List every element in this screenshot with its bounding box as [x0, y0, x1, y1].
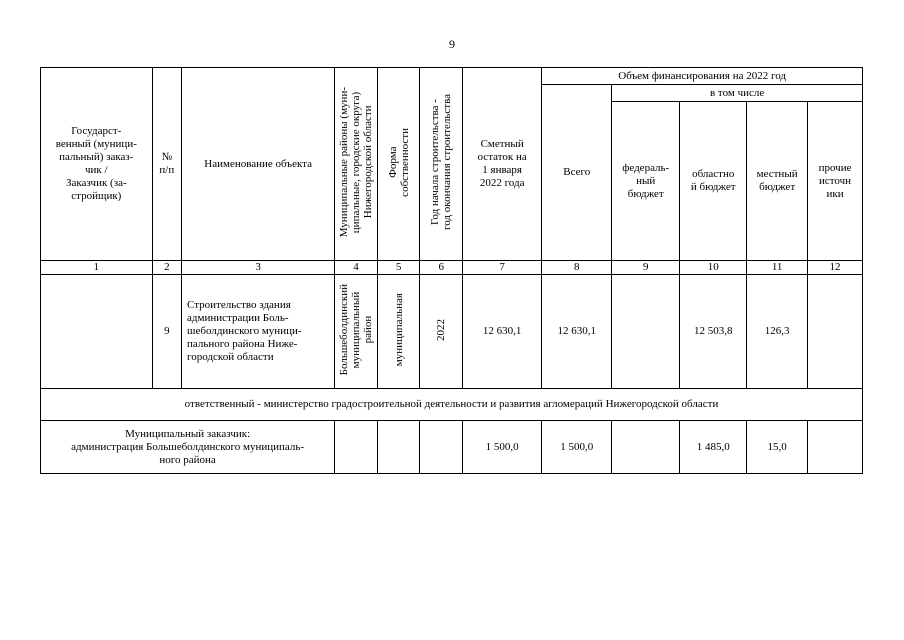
row2-regional: 1 485,0: [680, 421, 747, 474]
row1-district: Большеболдинский муниципальный район: [335, 275, 378, 389]
financing-table: [40, 67, 863, 474]
header-financing-title: Объем финансирования на 2022 год: [542, 68, 863, 85]
header-federal: федераль- ный бюджет: [612, 102, 680, 261]
responsible-text: ответственный - министерство градостроительной деятельности и развития агломераций Нижегородской области: [41, 389, 863, 421]
responsible-row: [41, 389, 863, 421]
header-other: прочие источн ики: [808, 102, 863, 261]
header-total: Всего: [542, 85, 612, 261]
column-number: 2: [152, 261, 181, 275]
column-number: 10: [680, 261, 747, 275]
column-numbers-row: [41, 261, 863, 275]
header-regional: областно й бюджет: [680, 102, 747, 261]
row2-federal: [612, 421, 680, 474]
page-number: 9: [449, 37, 455, 51]
row1-federal: [612, 275, 680, 389]
table-row: [41, 275, 863, 389]
header-balance: Сметный остаток на 1 января 2022 года: [463, 68, 542, 261]
header-including: в том числе: [612, 85, 863, 102]
row2-total: 1 500,0: [542, 421, 612, 474]
column-number: 8: [542, 261, 612, 275]
row2-local: 15,0: [747, 421, 808, 474]
column-number: 4: [335, 261, 378, 275]
row1-object-name: Строительство здания администрации Боль- шеболдинского муници- пального района Ниже- городской области: [182, 275, 335, 389]
header-number: № п/п: [152, 68, 181, 261]
column-number: 3: [182, 261, 335, 275]
column-number: 5: [377, 261, 420, 275]
row1-total: 12 630,1: [542, 275, 612, 389]
column-number: 7: [463, 261, 542, 275]
row1-local: 126,3: [747, 275, 808, 389]
column-number: 1: [41, 261, 153, 275]
row1-other: [808, 275, 863, 389]
row2-customer: Муниципальный заказчик: администрация Большеболдинского муниципаль- ного района: [41, 421, 335, 474]
row2-year: [420, 421, 463, 474]
row2-other: [808, 421, 863, 474]
row1-customer: [41, 275, 153, 389]
header-district: Муниципальные районы (муни- ципальные, городские округа) Нижегородской области: [335, 68, 378, 261]
row1-ownership: муниципальная: [377, 275, 420, 389]
row2-balance: 1 500,0: [463, 421, 542, 474]
header-ownership: Форма собственности: [377, 68, 420, 261]
row2-ownership: [377, 421, 420, 474]
row2-district: [335, 421, 378, 474]
column-number: 9: [612, 261, 680, 275]
column-number: 6: [420, 261, 463, 275]
column-number: 11: [747, 261, 808, 275]
header-customer: Государст- венный (муници- пальный) заказ- чик / Заказчик (за- стройщик): [41, 68, 153, 261]
header-object-name: Наименование объекта: [182, 68, 335, 261]
row1-number: 9: [152, 275, 181, 389]
row1-regional: 12 503,8: [680, 275, 747, 389]
column-number: 12: [808, 261, 863, 275]
row1-year: 2022: [420, 275, 463, 389]
header-local: местный бюджет: [747, 102, 808, 261]
table-row: [41, 421, 863, 474]
row1-balance: 12 630,1: [463, 275, 542, 389]
header-years: Год начала строительства - год окончания строительства: [420, 68, 463, 261]
